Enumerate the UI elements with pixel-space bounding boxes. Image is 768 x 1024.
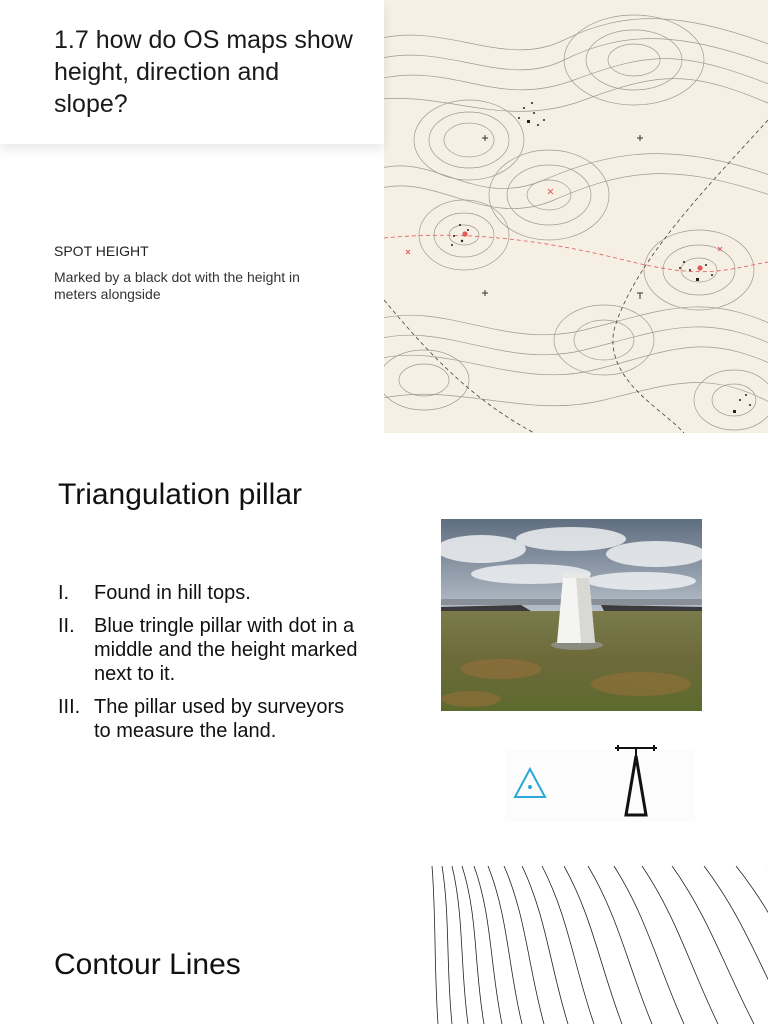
- list-item-text: Found in hill tops.: [94, 582, 251, 604]
- triangulation-list: [58, 581, 358, 752]
- contour-lines-heading: Contour Lines: [54, 948, 241, 981]
- trig-symbols-graphic: [500, 740, 700, 830]
- list-item-number: III.: [58, 696, 81, 718]
- trig-pillar-photo: [441, 519, 702, 711]
- page-title: 1.7 how do OS maps show height, direction and slope?: [54, 26, 353, 118]
- trig-pillar-photo-graphic: [441, 519, 702, 711]
- list-item-text: Blue tringle pillar with dot in a middle and the height marked next to it.: [94, 615, 358, 685]
- spot-height-description: Marked by a black dot with the height in meters alongside: [54, 269, 300, 302]
- list-item-number: I.: [58, 582, 70, 604]
- topographic-map-graphic: [384, 0, 768, 433]
- triangulation-heading: Triangulation pillar: [58, 478, 303, 511]
- list-item-number: II.: [58, 615, 75, 637]
- contour-lines-graphic: [430, 866, 768, 1024]
- list-item: [58, 614, 358, 686]
- trig-symbols: [500, 740, 700, 830]
- list-item: [58, 695, 358, 743]
- spot-height-heading: SPOT HEIGHT: [54, 243, 149, 259]
- topographic-map-image: [384, 0, 768, 433]
- title-card: [0, 0, 384, 144]
- list-item-text: The pillar used by surveyors to measure the land.: [94, 696, 345, 742]
- list-item: [58, 581, 358, 605]
- contour-lines-image: [430, 866, 768, 1024]
